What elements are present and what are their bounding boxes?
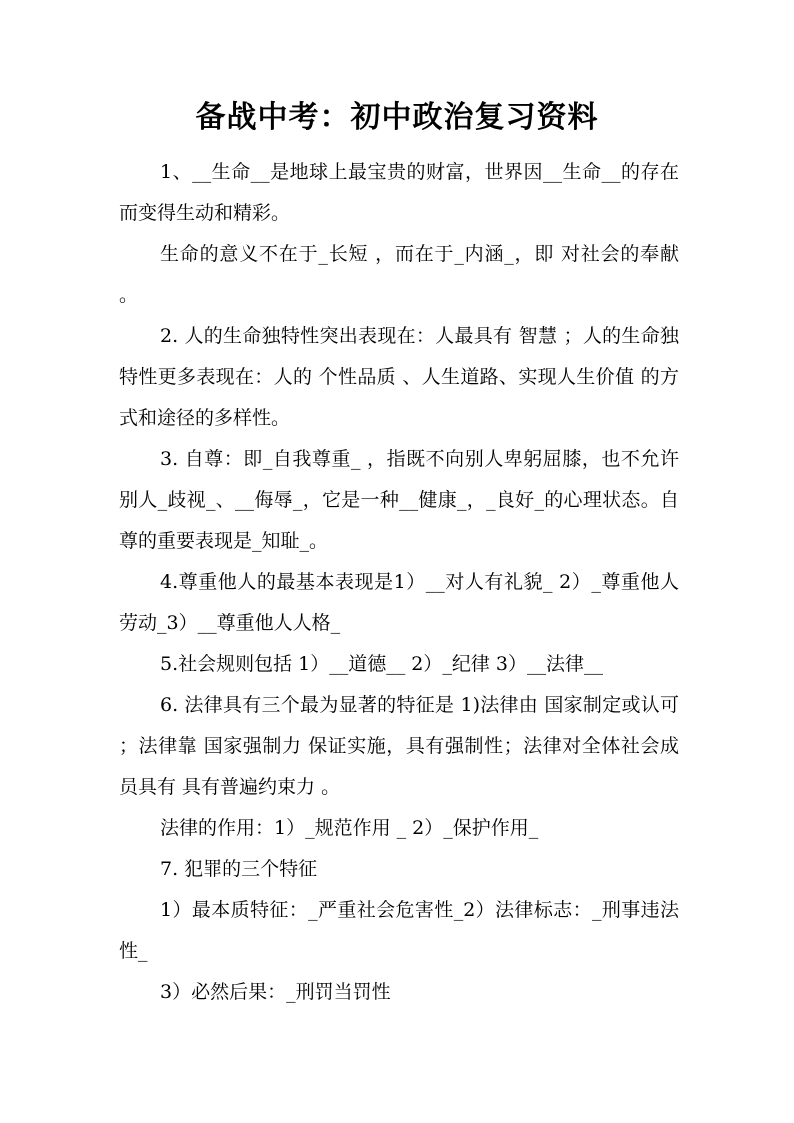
paragraph-3: 2. 人的生命独特性突出表现在：人最具有 智慧 ；人的生命独特性更多表现在：人的 个性品质 、人生道路、实现人生价值 的方式和途径的多样性。 [119, 325, 679, 429]
paragraph-4: 3. 自尊：即_自我尊重_ ，指既不向别人卑躬屈膝，也不允许别人_歧视_、__侮辱_，它是一种__健康_，_良好_的心理状态。自尊的重要表现是_知耻_。 [119, 448, 679, 552]
paragraph-2: 生命的意义不在于_长短 ，而在于_内涵_，即 对社会的奉献 。 [119, 243, 679, 306]
document-title: 备战中考：初中政治复习资料 [195, 100, 599, 135]
paragraph-8: 法律的作用：1）_规范作用 _ 2）_保护作用_ [160, 817, 539, 839]
paragraph-6: 5.社会规则包括 1）__道德__ 2）_纪律 3）__法律__ [160, 653, 604, 675]
paragraph-1: 1、__生命__是地球上最宝贵的财富，世界因__生命__的存在而变得生动和精彩。 [119, 161, 679, 224]
paragraph-5: 4.尊重他人的最基本表现是1）__对人有礼貌_ 2）_尊重他人劳动_3）__尊重他人人格_ [119, 571, 679, 634]
paragraph-10: 1）最本质特征：_严重社会危害性_2）法律标志：_刑事违法性_ [119, 899, 679, 962]
paragraph-7: 6. 法律具有三个最为显著的特征是 1)法律由 国家制定或认可 ；法律靠 国家强制力 保证实施，具有强制性；法律对全体社会成员具有 具有普遍约束力 。 [119, 694, 679, 798]
paragraph-11: 3）必然后果：_刑罚当罚性 [160, 981, 391, 1003]
document-body [119, 152, 679, 1013]
paragraph-9: 7. 犯罪的三个特征 [160, 858, 318, 880]
